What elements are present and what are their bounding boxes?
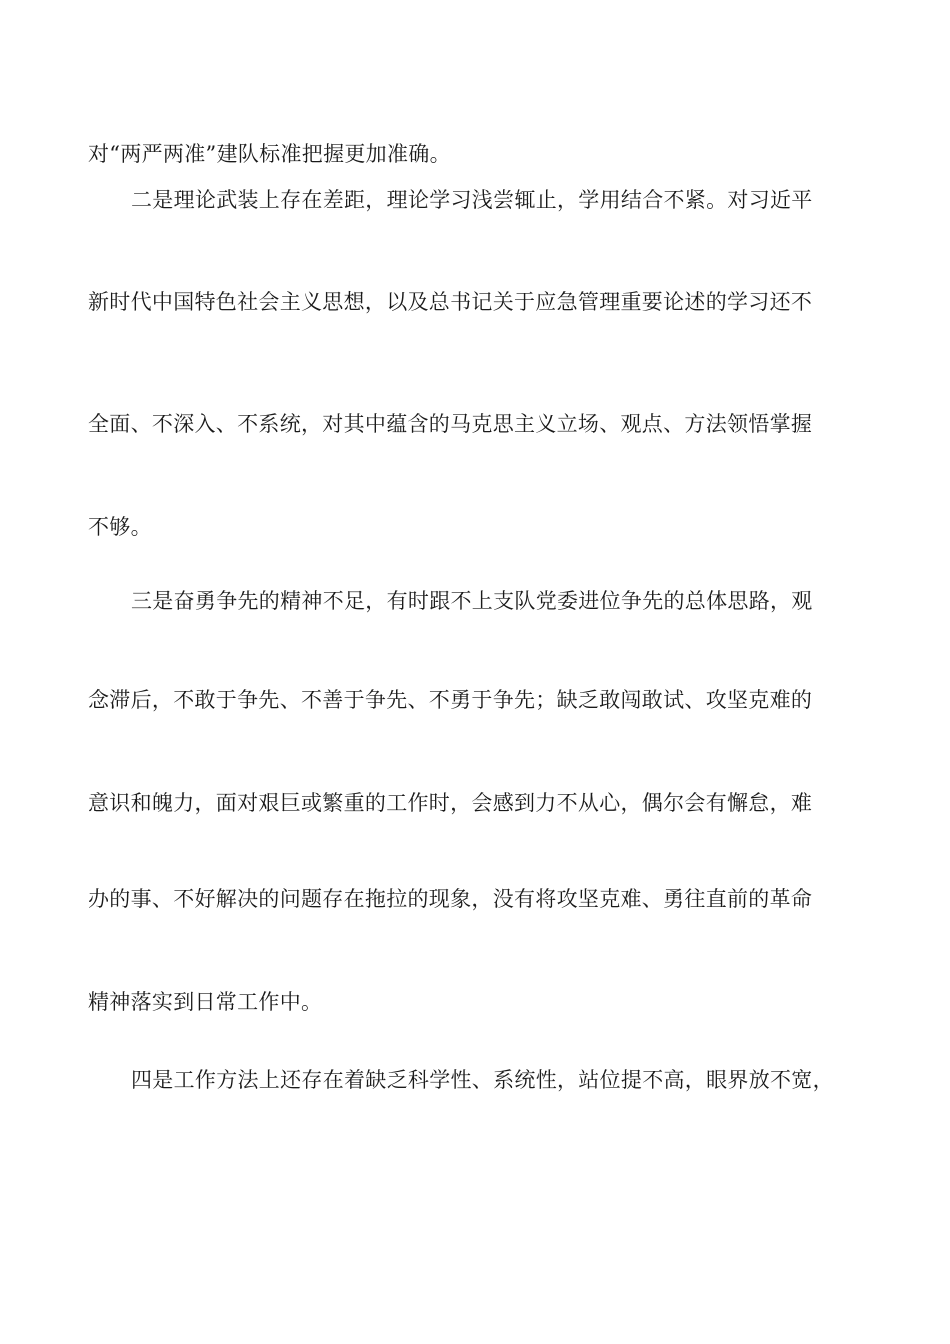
paragraph-2-line-2: 新时代中国特色社会主义思想，以及总书记关于应急管理重要论述的学习还不 — [88, 290, 813, 314]
paragraph-4-line-1: 四是工作方法上还存在着缺乏科学性、系统性，站位提不高，眼界放不宽， — [131, 1068, 834, 1092]
paragraph-2-line-3: 全面、不深入、不系统，对其中蕴含的马克思主义立场、观点、方法领悟掌握 — [88, 412, 813, 436]
paragraph-3-line-4: 办的事、不好解决的问题存在拖拉的现象，没有将攻坚克难、勇往直前的革命 — [88, 887, 813, 911]
paragraph-2-line-4: 不够。 — [88, 515, 152, 539]
paragraph-3-line-2: 念滞后，不敢于争先、不善于争先、不勇于争先；缺乏敢闯敢试、攻坚克难的 — [88, 688, 813, 712]
paragraph-3-line-3: 意识和魄力，面对艰巨或繁重的工作时，会感到力不从心，偶尔会有懈怠，难 — [88, 791, 813, 815]
paragraph-3-line-1: 三是奋勇争先的精神不足，有时跟不上支队党委进位争先的总体思路，观 — [131, 589, 813, 613]
paragraph-1-line-1: 对“两严两准”建队标准把握更加准确。 — [88, 142, 451, 166]
paragraph-2-line-1: 二是理论武装上存在差距，理论学习浅尝辄止，学用结合不紧。对习近平 — [131, 188, 813, 212]
paragraph-3-line-5: 精神落实到日常工作中。 — [88, 990, 323, 1014]
